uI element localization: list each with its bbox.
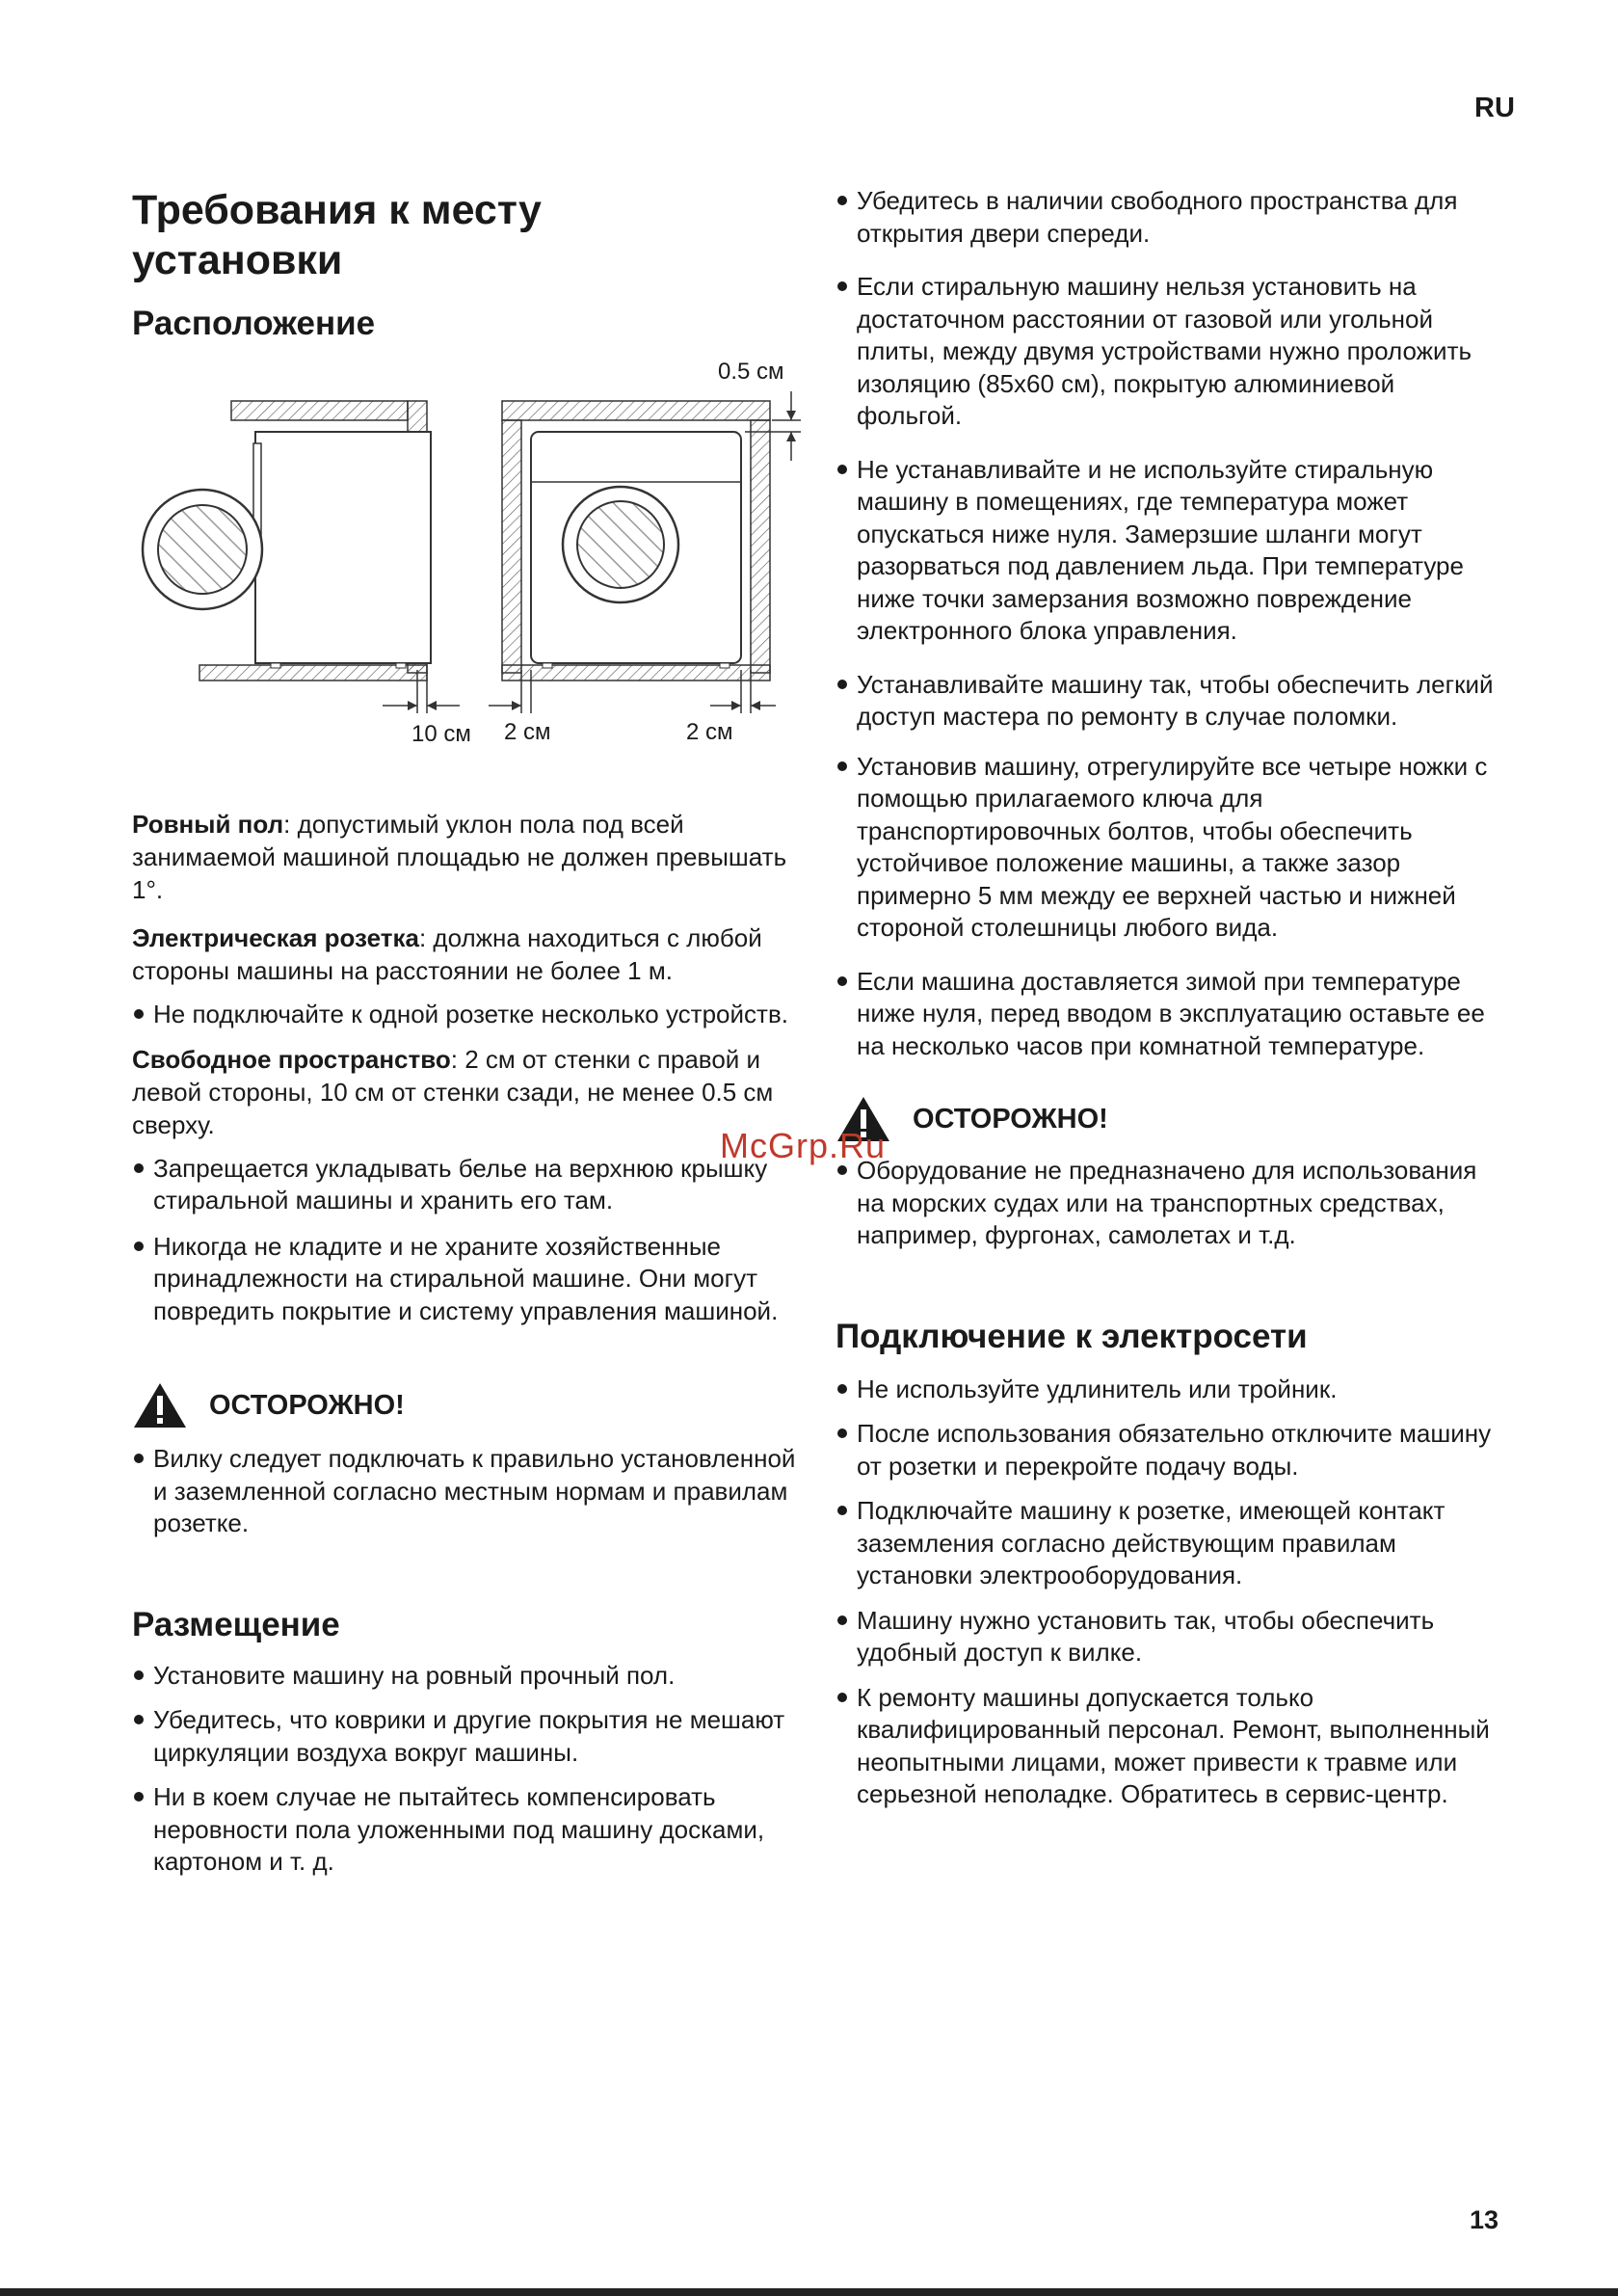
warning-label: ОСТОРОЖНО! [913, 1103, 1108, 1135]
space-label: Свободное пространство [132, 1044, 451, 1074]
rear-gap-label: 10 см [411, 721, 471, 747]
floor-text: : допустимый уклон пола под всей занимаемой машиной площадью не должен превышать 1°. [132, 810, 787, 904]
floor-paragraph [132, 808, 797, 906]
section-location-heading: Расположение [132, 305, 376, 342]
space-text: : 2 см от стенки с правой и левой стороны, 10 см от стенки сзади, не менее 0.5 см сверху. [132, 1044, 774, 1139]
list-item: Запрещается укладывать белье на верхнюю крышку стиральной машины и хранить его там. [132, 1153, 797, 1217]
list-item: Не устанавливайте и не используйте стиральную машину в помещениях, где температура может опускаться ниже нуля. Замерзшие шланги могут разорваться под давлением льда. При температуре ниже точки замерзания возможно повреждение электронного блока управления. [836, 454, 1500, 648]
clearance-diagram [132, 347, 807, 761]
floor-label: Ровный пол [132, 810, 284, 839]
side-gap-right-label: 2 см [686, 719, 733, 745]
space-paragraph [132, 1043, 797, 1141]
front-view [489, 391, 801, 713]
list-item: Убедитесь, что коврики и другие покрытия не мешают циркуляции воздуха вокруг машины. [132, 1704, 797, 1769]
socket-text: : должна находиться с любой стороны машины на расстоянии не более 1 м. [132, 923, 762, 985]
warning-triangle-icon [132, 1381, 188, 1429]
list-item: Никогда не кладите и не храните хозяйственные принадлежности на стиральной машине. Они могут повредить покрытие и систему управления машиной. [132, 1231, 797, 1328]
list-item: После использования обязательно отключите машину от розетки и перекройте подачу воды. [836, 1418, 1500, 1482]
section-placement-heading: Размещение [132, 1605, 340, 1643]
side-gap-left-label: 2 см [504, 719, 551, 745]
list-item: К ремонту машины допускается только квалифицированный персонал. Ремонт, выполненный неопытными лицами, может привести к травме или серьезной неполадке. Обратитесь в сервис-центр. [836, 1682, 1500, 1811]
bottom-rule [0, 2288, 1618, 2296]
watermark: McGrp.Ru [720, 1126, 887, 1165]
side-view [143, 401, 460, 713]
list-item: Убедитесь в наличии свободного пространства для открытия двери спереди. [836, 185, 1500, 250]
section-electric-heading: Подключение к электросети [836, 1317, 1308, 1355]
left-column-body [132, 808, 797, 1879]
list-item: Машину нужно установить так, чтобы обеспечить удобный доступ к вилке. [836, 1605, 1500, 1669]
list-item: Если стиральную машину нельзя установить на достаточном расстоянии от газовой или угольной плиты, между двумя устройствами нужно проложить изоляцию (85x60 см), покрытую алюминиевой фольгой. [836, 271, 1500, 433]
right-column [836, 185, 1500, 1811]
list-item: Установив машину, отрегулируйте все четыре ножки с помощью прилагаемого ключа для транспортировочных болтов, чтобы обеспечить устойчивое положение машины, а также зазор примерно 5 мм между ее верхней частью и нижней стороной столешницы любого вида. [836, 751, 1500, 945]
list-item: Установите машину на ровный прочный пол. [132, 1660, 797, 1693]
list-item: Не используйте удлинитель или тройник. [836, 1374, 1500, 1406]
list-item: Не подключайте к одной розетке несколько устройств. [132, 999, 797, 1031]
page-number: 13 [1470, 2205, 1499, 2234]
list-item: Оборудование не предназначено для использования на морских судах или на транспортных средствах, например, фургонах, самолетах и т.д. [836, 1155, 1500, 1252]
list-item: Если машина доставляется зимой при температуре ниже нуля, перед вводом в эксплуатацию оставьте ее на несколько часов при комнатной температуре. [836, 966, 1500, 1063]
top-gap-label: 0.5 см [718, 359, 784, 385]
installation-diagram-svg [132, 347, 807, 761]
language-code: RU [1474, 93, 1515, 123]
list-item: Вилку следует подключать к правильно установленной и заземленной согласно местным нормам и правилам розетке. [132, 1443, 797, 1540]
warning-heading [836, 1095, 1500, 1143]
list-item: Ни в коем случае не пытайтесь компенсировать неровности пола уложенными под машину досками, картоном и т. д. [132, 1781, 797, 1879]
warning-heading [132, 1381, 797, 1429]
page-title: Требования к месту установки [132, 187, 542, 283]
socket-paragraph [132, 921, 797, 987]
list-item: Подключайте машину к розетке, имеющей контакт заземления согласно действующим правилам установки электрооборудования. [836, 1495, 1500, 1592]
left-column [132, 185, 787, 345]
list-item: Устанавливайте машину так, чтобы обеспечить легкий доступ мастера по ремонту в случае поломки. [836, 669, 1500, 734]
warning-label: ОСТОРОЖНО! [209, 1389, 405, 1421]
socket-label: Электрическая розетка [132, 923, 419, 952]
